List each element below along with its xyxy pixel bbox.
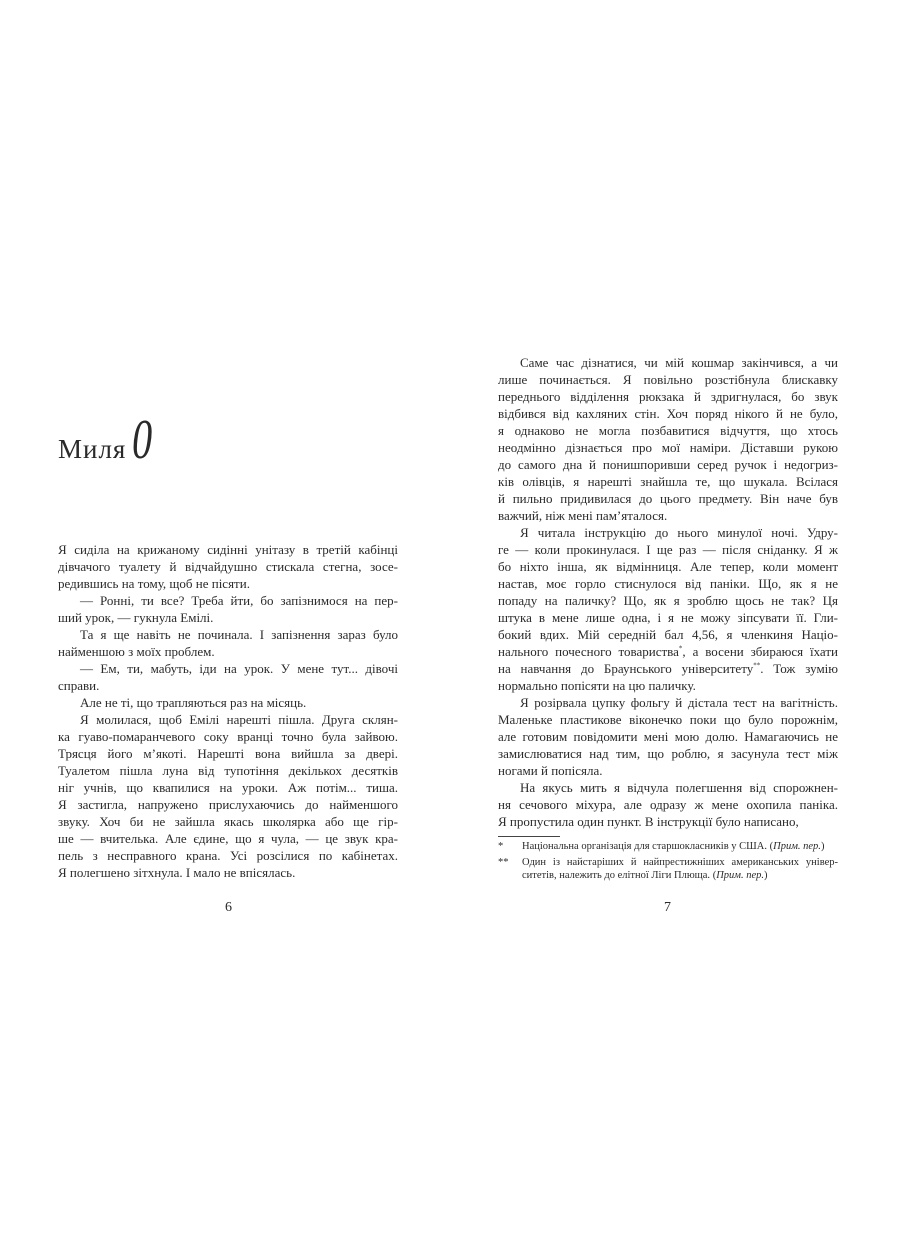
- paragraph: [498, 354, 838, 524]
- paragraph: [58, 592, 398, 626]
- page-number: 6: [225, 900, 232, 915]
- chapter-number: 0: [132, 409, 153, 471]
- text-line: попаду на паличку? Що, як я зроблю щось не так? Ця: [498, 593, 838, 608]
- text-line: Саме час дізнатися, чи мій кошмар закінчився, а чи: [520, 355, 838, 370]
- text-line: Я полегшено зітхнула. І мало не впісялась.: [58, 865, 296, 880]
- text-line: На якусь мить я відчула полегшення від спорожнен-: [520, 780, 838, 795]
- text-line: Я сиділа на крижаному сидінні унітазу в третій кабінці: [58, 542, 398, 557]
- footnote-divider: [498, 836, 560, 837]
- text-line: ня сечового міхура, але одразу ж мене охопила паніка.: [498, 797, 838, 812]
- paragraph: [58, 626, 398, 660]
- paragraph: [58, 694, 398, 711]
- text-line: — Ем, ти, мабуть, іди на урок. У мене тут... дівочі: [80, 661, 398, 676]
- footnote-marker: *: [498, 841, 504, 852]
- text-line: Я пропустила один пункт. В інструкції було написано,: [498, 814, 799, 829]
- text-line: — Ронні, ти все? Треба йти, бо запізнимося на пер-: [80, 593, 398, 608]
- text-line: але готовим повідомити мені мою долю. Намагаючись не: [498, 729, 838, 744]
- footnote-body: Національна організація для старшокласників у США.: [522, 841, 767, 852]
- text-line: неодмінно дізнається про мої наміри. Діставши рукою: [498, 440, 838, 455]
- text-line: Я молилася, щоб Емілі нарешті пішла. Друга склян-: [80, 712, 398, 727]
- footnote-text: Національна організація для старшокласників у США. (Прим. пер.): [522, 841, 825, 852]
- text-line: Трясця його м’якоті. Нарешті вона вийшла за двері.: [58, 746, 398, 761]
- text-line: ніг учнів, що квапилися на уроки. Аж потім... тиша.: [58, 780, 398, 795]
- text-line: Але не ті, що трапляються раз на місяць.: [80, 695, 307, 710]
- text-line: Я читала інструкцію до нього минулої ночі. Удру-: [520, 525, 838, 540]
- footnote-note: Прим. пер.: [716, 870, 765, 881]
- text-line: замислюватися над тим, що роблю, я засунула тест між: [498, 746, 838, 761]
- paragraph: [498, 694, 838, 779]
- text-line: я однаково не могла позбавитися відчуття, що хтось: [498, 423, 838, 438]
- left-page: [0, 0, 448, 1248]
- text-line: звуку. Хоч би не зайшла якась школярка або ще гір-: [58, 814, 398, 829]
- text-line: ногами й попісяла.: [498, 763, 603, 778]
- footnote-marker: **: [498, 857, 509, 868]
- text-line: дівчачого туалету й відчайдушно стискала стегна, зосе-: [58, 559, 398, 574]
- footnote-note: Прим. пер.: [773, 841, 821, 852]
- footnote-body: Один із найстаріших й найпрестижніших американських університетів, належить до елітної Ліги Плюща.: [522, 857, 838, 881]
- paragraph: [498, 524, 838, 694]
- text-line: до самого дна й понишпоривши серед ручок і недогриз-: [498, 457, 838, 472]
- text-line: на навчання до Браунського університету**. Тож зумію: [498, 661, 838, 676]
- footnote: [498, 840, 838, 853]
- page-number: 7: [664, 900, 671, 915]
- text-line: штука в мене лише одна, і я не можу зіпсувати її. Гли-: [498, 610, 838, 625]
- text-line: настав, моє горло стиснулося від паніки. Що, як я не: [498, 576, 838, 591]
- footnote-text: Один із найстаріших й найпрестижніших американських університетів, належить до елітної Ліги Плюща. (Прим. пер.): [522, 857, 838, 881]
- text-line: найменшою з моїх проблем.: [58, 644, 215, 659]
- text-line: Я розірвала цупку фольгу й дістала тест на вагітність.: [520, 695, 838, 710]
- paragraph: [58, 660, 398, 694]
- chapter-title-word: Миля: [58, 434, 127, 464]
- right-page: [449, 0, 897, 1248]
- text-line: ше — вчителька. Але єдине, що я чула, — це звук кра-: [58, 831, 398, 846]
- text-line: Я застигла, напружено прислухаючись до найменшого: [58, 797, 398, 812]
- paragraph: [58, 711, 398, 881]
- text-line: Та я ще навіть не починала. І запізнення зараз було: [80, 627, 398, 642]
- left-body-text: [58, 541, 398, 881]
- text-line: ка гуаво-помаранчевого соку вранці точно була зайвою.: [58, 729, 398, 744]
- text-line: ший урок, — гукнула Емілі.: [58, 610, 214, 625]
- text-line: важчий, ніж мені пам’яталося.: [498, 508, 668, 523]
- text-line: й пильно придивилася до цього предмету. Він наче був: [498, 491, 838, 506]
- text-line: ге — коли прокинулася. І ще раз — після сніданку. Я ж: [498, 542, 838, 557]
- paragraph: [58, 541, 398, 592]
- text-line: бо ніхто інша, як відмінниця. Але тепер, коли момент: [498, 559, 838, 574]
- footnote: [498, 856, 838, 882]
- text-line: ків олівців, я нарешті знайшла те, що шукала. Всілася: [498, 474, 838, 489]
- right-body-text: [498, 354, 838, 830]
- text-line: редившись на тому, щоб не пісяти.: [58, 576, 250, 591]
- text-line: Туалетом пішла луна від тупотіння декількох десятків: [58, 763, 398, 778]
- chapter-title: [58, 409, 160, 471]
- text-line: бокий вдих. Мій середній бал 4,56, я членкиня Націо-: [498, 627, 838, 642]
- paragraph: [498, 779, 838, 830]
- text-line: переднього відділення рюкзака й здригнулася, бо звук: [498, 389, 838, 404]
- text-line: нального почесного товариства*, а восени збираюся їхати: [498, 644, 838, 659]
- footnotes: [498, 840, 838, 885]
- text-line: справи.: [58, 678, 100, 693]
- text-line: Маленьке пластикове віконечко поки що було порожнім,: [498, 712, 838, 727]
- text-line: нормально попісяти на цю паличку.: [498, 678, 696, 693]
- text-line: пель з несправного крана. Усі розсілися по кабінетах.: [58, 848, 398, 863]
- text-line: лише починається. Я повільно розстібнула блискавку: [498, 372, 838, 387]
- text-line: відбився від кахляних стін. Хоч поряд нікого й не було,: [498, 406, 838, 421]
